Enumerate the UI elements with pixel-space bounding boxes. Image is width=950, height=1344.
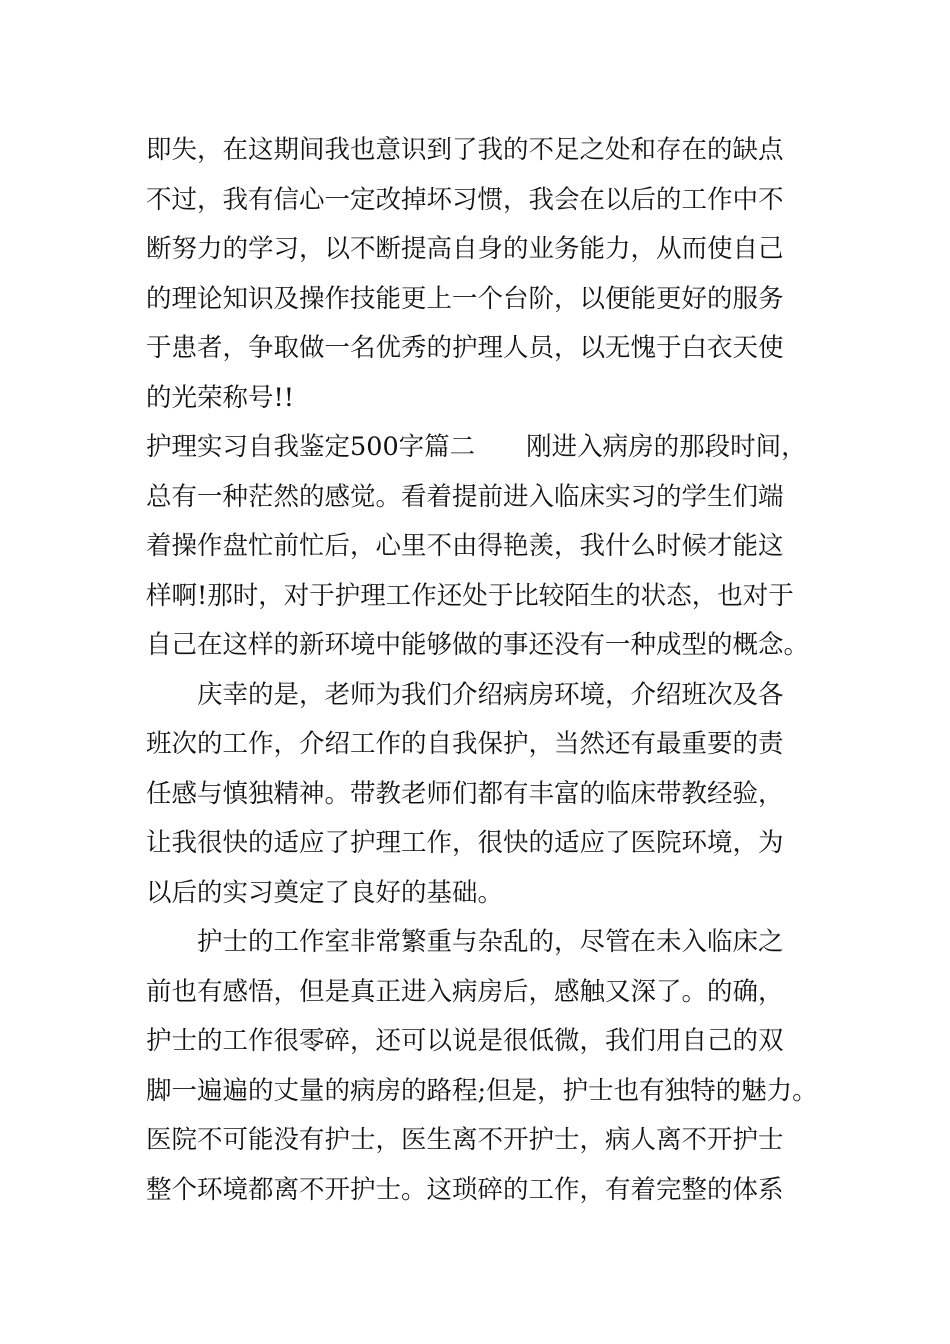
text-line: 样啊!那时，对于护理工作还处于比较陌生的状态，也对于 [146,580,794,611]
text-line: 护士的工作很零碎，还可以说是很低微，我们用自己的双 [146,1026,784,1056]
text-line: 脚一遍遍的丈量的病房的路程;但是，护士也有独特的魅力。 [146,1075,818,1106]
text-line: 以后的实习奠定了良好的基础。 [146,877,504,908]
text-line: 总有一种茫然的感觉。看着提前进入临床实习的学生们端 [146,481,784,512]
text-line: 自己在这样的新环境中能够做的事还没有一种成型的概念。 [146,630,810,660]
document-body [146,126,836,1215]
text-line: 的光荣称号!! [146,382,294,413]
text-line: 不过，我有信心一定改掉坏习惯，我会在以后的工作中不 [146,184,784,215]
text-line: 前也有感悟，但是真正进入病房后，感触又深了。的确， [146,976,784,1007]
text-line: 班次的工作，介绍工作的自我保护，当然还有最重要的责 [146,729,784,759]
text-line: 医院不可能没有护士，医生离不开护士，病人离不开护士 [146,1125,784,1155]
text-line: 的理论知识及操作技能更上一个台阶，以便能更好的服务 [146,283,784,314]
text-line: 即失，在这期间我也意识到了我的不足之处和存在的缺点 [146,135,784,165]
text-line: 任感与慎独精神。带教老师们都有丰富的临床带教经验， [146,778,784,809]
paragraph-start-line: 护士的工作室非常繁重与杂乱的，尽管在未入临床之 [146,927,784,957]
text-line: 断努力的学习，以不断提高自身的业务能力，从而使自己 [146,234,784,264]
text-line: 于患者，争取做一名优秀的护理人员，以无愧于白衣天使 [146,333,784,363]
text-line: 着操作盘忙前忙后，心里不由得艳羡，我什么时候才能这 [146,531,784,561]
paragraph-start-line: 庆幸的是，老师为我们介绍病房环境，介绍班次及各 [146,679,784,710]
text-line: 让我很快的适应了护理工作，很快的适应了医院环境，为 [146,828,784,858]
text-line: 整个环境都离不开护士。这琐碎的工作，有着完整的体系 [146,1174,784,1205]
section-heading-line: 护理实习自我鉴定500字篇二 刚进入病房的那段时间， [146,432,807,462]
